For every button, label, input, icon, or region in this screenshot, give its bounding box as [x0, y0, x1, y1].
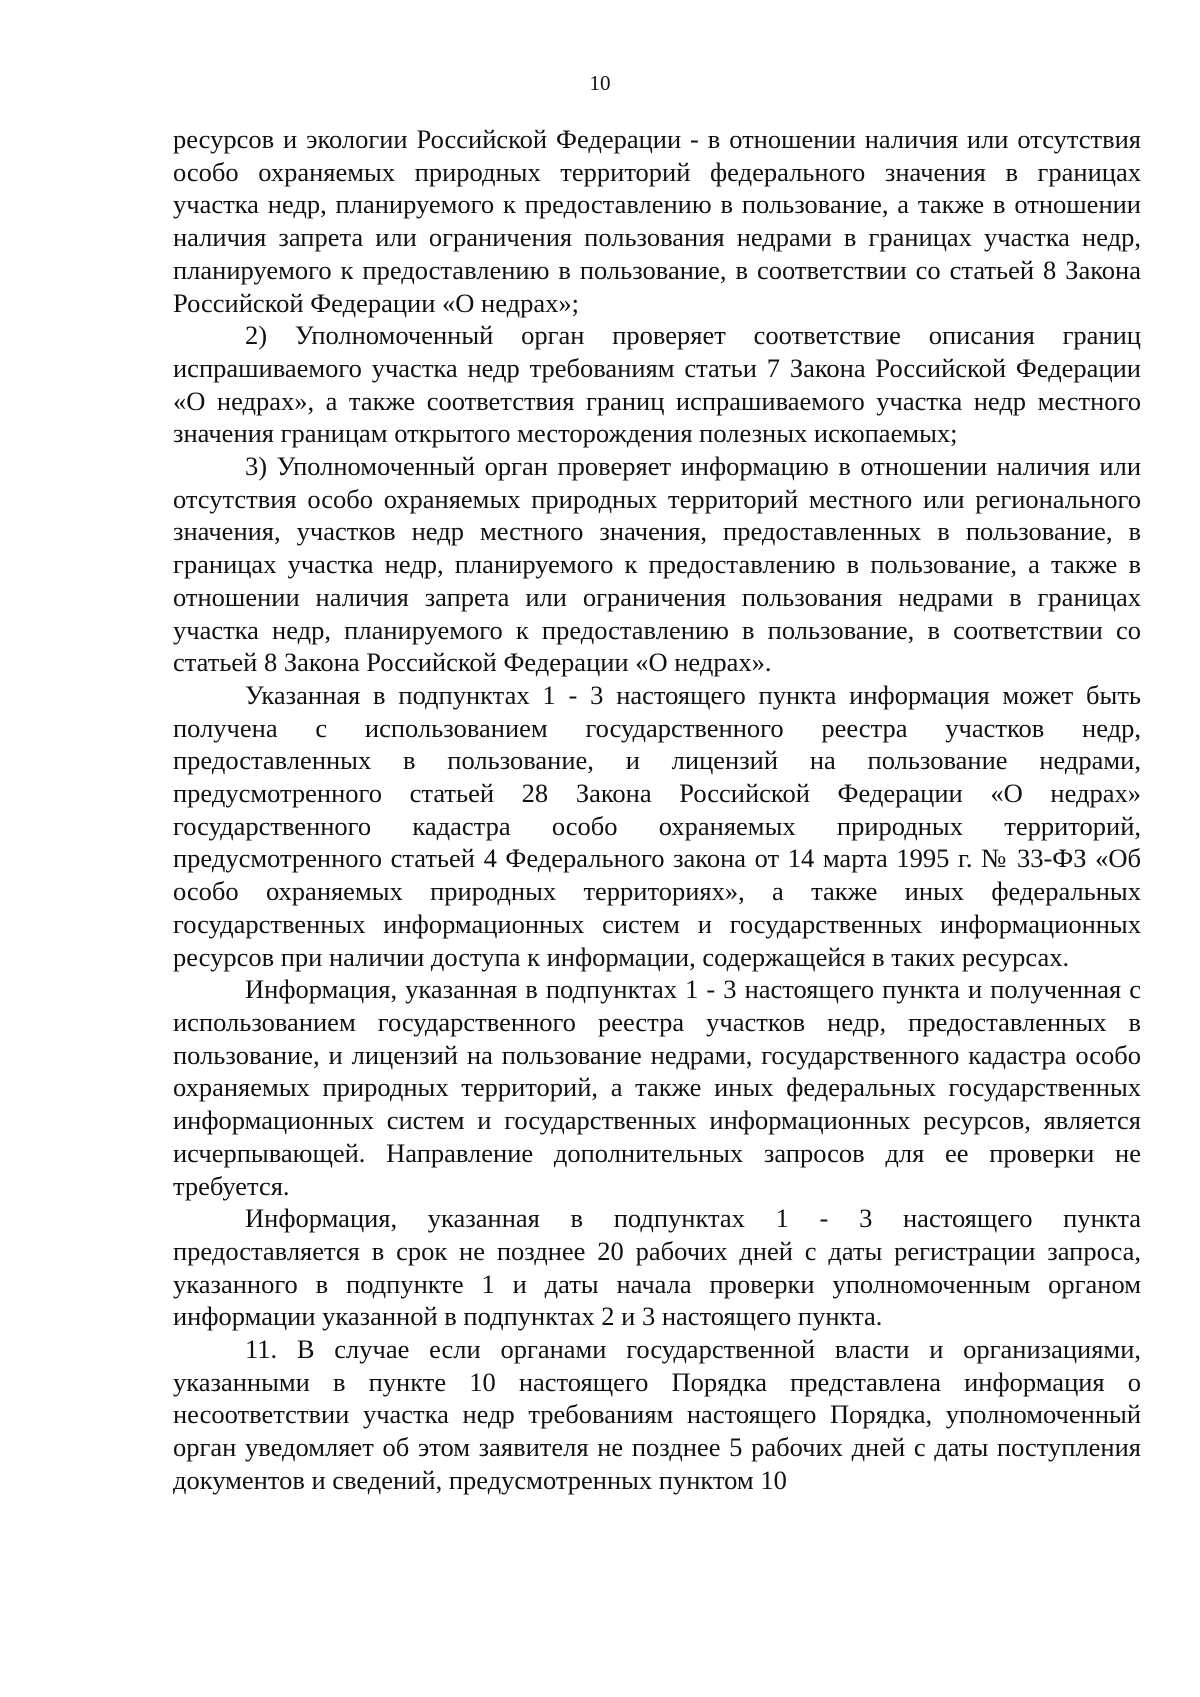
page-number: 10 [589, 71, 611, 95]
paragraph-item-11: 11. В случае если органами государственной власти и организациями, указанными в пункте 10 настоящего Порядка представлена информация о несоответствии участка недр требованиям настоящего Порядка, уполномоченный орган уведомляет об этом заявителя не позднее 5 рабочих дней с даты поступления документов и сведений, предусмотренных пунктом 10 [173, 1334, 1141, 1495]
paragraph-item-2: 2) Уполномоченный орган проверяет соответствие описания границ испрашиваемого участка недр требованиям статьи 7 Закона Российской Федерации «О недрах», а также соответствия границ испрашиваемого участка недр местного значения границам открытого месторождения полезных ископаемых; [173, 320, 1141, 449]
paragraph-continuation: ресурсов и экологии Российской Федерации - в отношении наличия или отсутствия особо охраняемых природных территорий федерального значения в границах участка недр, планируемого к предоставлению в пользование, а также в отношении наличия запрета или ограничения пользования недрами в границах участка недр, планируемого к предоставлению в пользование, в соответствии со статьей 8 Закона Российской Федерации «О недрах»; [173, 124, 1141, 318]
paragraph-info-deadline: Информация, указанная в подпунктах 1 - 3 настоящего пункта предоставляется в срок не позднее 20 рабочих дней с даты регистрации запроса, указанного в подпункте 1 и даты начала проверки уполномоченным органом информации указанной в подпунктах 2 и 3 настоящего пункта. [173, 1203, 1141, 1332]
paragraph-item-3: 3) Уполномоченный орган проверяет информацию в отношении наличия или отсутствия особо охраняемых природных территорий местного или регионального значения, участков недр местного значения, предоставленных в пользование, в границах участка недр, планируемого к предоставлению в пользование, а также в отношении наличия запрета или ограничения пользования недрами в границах участка недр, планируемого к предоставлению в пользование, в соответствии со статьей 8 Закона Российской Федерации «О недрах». [173, 451, 1141, 678]
paragraph-info-exhaustive: Информация, указанная в подпунктах 1 - 3 настоящего пункта и полученная с использованием государственного реестра участков недр, предоставленных в пользование, и лицензий на пользование недрами, государственного кадастра особо охраняемых природных территорий, а также иных федеральных государственных информационных систем и государственных информационных ресурсов, является исчерпывающей. Направление дополнительных запросов для ее проверки не требуется. [173, 974, 1141, 1201]
document-body [173, 123, 1141, 1497]
paragraph-info-sources: Указанная в подпунктах 1 - 3 настоящего пункта информация может быть получена с использованием государственного реестра участков недр, предоставленных в пользование, и лицензий на пользование недрами, предусмотренного статьей 28 Закона Российской Федерации «О недрах» государственного кадастра особо охраняемых природных территорий, предусмотренного статьей 4 Федерального закона от 14 марта 1995 г. № 33-ФЗ «Об особо охраняемых природных территориях», а также иных федеральных государственных информационных систем и государственных информационных ресурсов при наличии доступа к информации, содержащейся в таких ресурсах. [173, 679, 1141, 972]
